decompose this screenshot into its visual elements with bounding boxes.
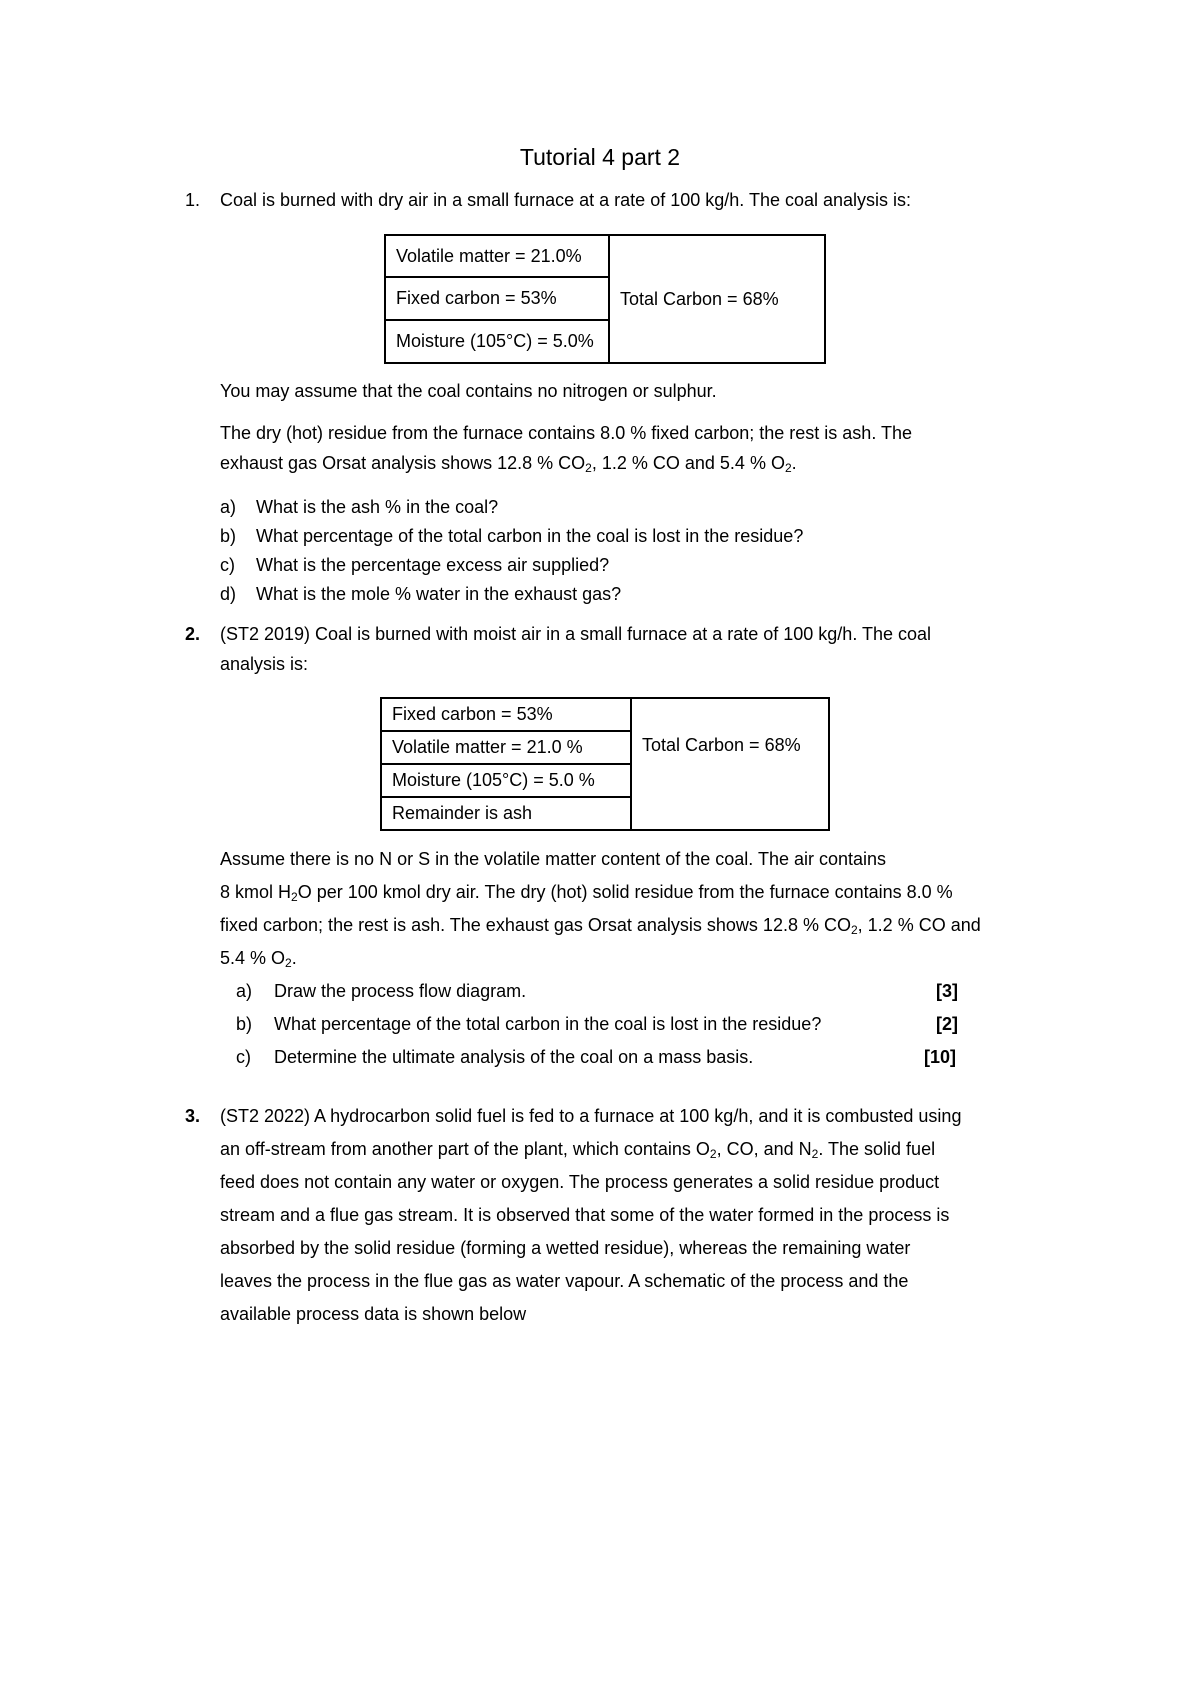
q1-item-d: d) What is the mole % water in the exhaust gas? — [220, 584, 622, 604]
q2-line1: Assume there is no N or S in the volatile matter content of the coal. The air contains — [220, 849, 887, 869]
q1-item-c: c) What is the percentage excess air supplied? — [220, 555, 610, 575]
q2-item-c: c) Determine the ultimate analysis of the coal on a mass basis. — [236, 1047, 754, 1067]
q2-item-b-mark: [2] — [936, 1014, 958, 1034]
q3-line6: leaves the process in the flue gas as water vapour. A schematic of the process and the — [220, 1271, 909, 1291]
q1-moisture-cell: Moisture (105°C) = 5.0% — [385, 320, 609, 363]
q1-number: 1. — [185, 190, 201, 210]
q2-item-b: b) What percentage of the total carbon in the coal is lost in the residue? — [236, 1014, 822, 1034]
q1-volatile-cell: Volatile matter = 21.0% — [385, 235, 609, 277]
q2-item-a: a) Draw the process flow diagram. — [236, 981, 527, 1001]
q2-line3: fixed carbon; the rest is ash. The exhaust gas Orsat analysis shows 12.8 % $CO_2$, 1.2 % CO and — [220, 915, 981, 937]
q2-coal-analysis-table — [380, 697, 830, 831]
q3-line2: an off-stream from another part of the plant, which contains $O_2$, CO, and $N_2$. The solid fuel — [220, 1139, 936, 1161]
q3-number: 3. — [185, 1106, 201, 1126]
q3-line5: absorbed by the solid residue (forming a wetted residue), whereas the remaining water — [220, 1238, 911, 1258]
q2-ash-cell: Remainder is ash — [381, 797, 631, 830]
page-title: Tutorial 4 part 2 — [519, 144, 681, 170]
q2-fixed-carbon-cell: Fixed carbon = 53% — [381, 698, 631, 731]
q2-moisture-cell: Moisture (105°C) = 5.0 % — [381, 764, 631, 797]
q2-volatile-cell: Volatile matter = 21.0 % — [381, 731, 631, 764]
q2-total-carbon-cell: Total Carbon = 68% — [631, 698, 829, 830]
q1-item-a: a) What is the ash % in the coal? — [220, 497, 499, 517]
q1-coal-analysis-table — [384, 234, 826, 364]
q2-item-a-mark: [3] — [936, 981, 958, 1001]
q3-line1: (ST2 2022) A hydrocarbon solid fuel is fed to a furnace at 100 kg/h, and it is combusted using — [220, 1106, 962, 1126]
q1-intro: Coal is burned with dry air in a small furnace at a rate of 100 kg/h. The coal analysis is: — [220, 190, 912, 210]
q1-total-carbon-cell: Total Carbon = 68% — [609, 235, 825, 363]
q3-line3: feed does not contain any water or oxygen. The process generates a solid residue product — [220, 1172, 940, 1192]
q2-intro-line2: analysis is: — [220, 654, 309, 674]
q2-intro-line1: (ST2 2019) Coal is burned with moist air in a small furnace at a rate of 100 kg/h. The coal — [220, 624, 932, 644]
q2-number: 2. — [185, 624, 201, 644]
q3-line7: available process data is shown below — [220, 1304, 527, 1324]
q2-line4: 5.4 % $O_2$. — [220, 948, 297, 970]
q1-item-b: b) What percentage of the total carbon in the coal is lost in the residue? — [220, 526, 804, 546]
q2-item-c-mark: [10] — [924, 1047, 957, 1067]
q1-assumption: You may assume that the coal contains no nitrogen or sulphur. — [220, 381, 717, 401]
q2-line2: 8 kmol $H_2O$ per 100 kmol dry air. The dry (hot) solid residue from the furnace contains 8.0 % — [220, 882, 953, 904]
q1-residue-line1: The dry (hot) residue from the furnace contains 8.0 % fixed carbon; the rest is ash. The — [220, 423, 913, 443]
q3-line4: stream and a flue gas stream. It is observed that some of the water formed in the process is — [220, 1205, 950, 1225]
q1-residue-line2: exhaust gas Orsat analysis shows 12.8 % $CO_2$, 1.2 % CO and 5.4 % $O_2$. — [220, 453, 797, 475]
q1-fixed-carbon-cell: Fixed carbon = 53% — [385, 277, 609, 320]
